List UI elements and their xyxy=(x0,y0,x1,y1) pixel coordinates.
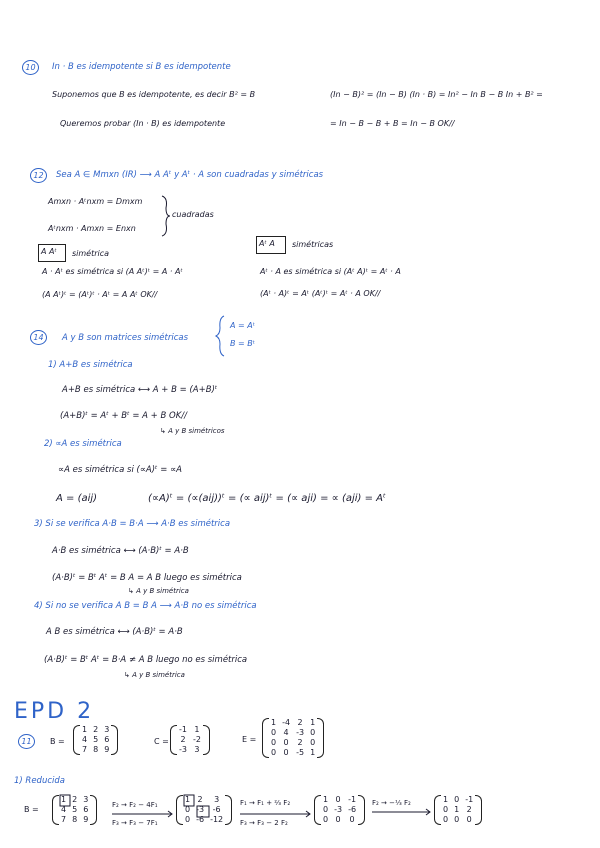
reduced-title: 1) Reducida xyxy=(14,776,65,786)
matrix-cell: 1 xyxy=(323,795,329,804)
matrix-cell: 0 xyxy=(454,815,460,824)
ex12-box-right-text: Aᵗ A xyxy=(259,239,275,248)
ex14-part3-line2: (A·B)ᵗ = Bᵗ Aᵗ = B A = A B luego es simétrica xyxy=(52,573,242,583)
ex14-brace xyxy=(216,316,224,356)
matrix-cell: 0 xyxy=(271,728,277,737)
ex10-eq2: = In − B − B + B = In − B OK// xyxy=(330,119,455,128)
matrix-cell: -3 xyxy=(179,745,187,754)
ex12-line2: Aᵗnxm · Amxn = Enxn xyxy=(48,224,136,233)
matrix-cell: 2 xyxy=(466,805,472,814)
matrix-cell: 3 xyxy=(214,795,220,804)
matrix-cell: 4 xyxy=(82,735,88,744)
matrix-cell: 0 xyxy=(283,748,289,757)
matrix-cell: 2 xyxy=(93,725,99,734)
matrix-cell: 1 xyxy=(310,748,316,757)
matrix-B-label: B = xyxy=(50,737,65,746)
ex14-part4-line2: (A·B)ᵗ = Bᵗ Aᵗ = B·A ≠ A B luego no es simétrica xyxy=(44,655,248,665)
matrix-cell: 0 xyxy=(443,815,449,824)
ex14-part1-line2: (A+B)ᵗ = Aᵗ + Bᵗ = A + B OK// xyxy=(60,411,188,421)
matrix-cell: 2 xyxy=(297,718,303,727)
matrix-cell: 9 xyxy=(104,745,110,754)
matrix-cell: 1 xyxy=(61,795,67,804)
matrix-cell: 1 xyxy=(82,725,88,734)
matrix-cell: 1 xyxy=(310,718,316,727)
reduction-op2a: F₁ → F₁ + ⅔ F₂ xyxy=(240,799,291,807)
matrix-cell: 0 xyxy=(323,805,329,814)
matrix-E-label: E = xyxy=(242,735,257,744)
matrix-cell: 6 xyxy=(104,735,110,744)
reduction-B-label: B = xyxy=(24,805,39,814)
matrix-cell: 0 xyxy=(443,805,449,814)
matrix-C-label: C = xyxy=(154,737,169,746)
matrix-cell: 0 xyxy=(310,738,316,747)
section-title-epd2: EPD 2 xyxy=(14,699,95,724)
ex14-part2-title: 2) ∝A es simétrica xyxy=(44,439,122,449)
matrix-cell: 5 xyxy=(93,735,99,744)
matrix-cell: -6 xyxy=(196,815,205,824)
matrix-cell: -12 xyxy=(210,815,224,824)
matrix-cell: 7 xyxy=(61,815,67,824)
matrix-cell: 0 xyxy=(283,738,289,747)
matrix-cell: 1 xyxy=(185,795,191,804)
matrix-cell: 0 xyxy=(185,815,191,824)
ex14-part2-line2b: (∝A)ᵗ = (∝(aij))ᵗ = (∝ aij)ᵗ = (∝ aji) = ∝ (aji) = Aᵗ xyxy=(148,493,386,504)
ex10-statement: In · B es idempotente si B es idempotente xyxy=(52,62,231,72)
ex12-line1: Amxn · Aᵗnxm = Dmxm xyxy=(48,197,143,206)
matrix-cell: -6 xyxy=(348,805,357,814)
reduction-op1b: F₃ → F₃ − 7F₁ xyxy=(112,819,158,827)
ex14-part4-title: 4) Si no se verifica A B = B A ⟶ A·B no es simétrica xyxy=(34,601,257,611)
matrix-cell: -2 xyxy=(192,735,201,744)
matrix-cell: 3 xyxy=(194,745,200,754)
ex14-part3-title: 3) Si se verifica A·B = B·A ⟶ A·B es simétrica xyxy=(34,519,231,529)
ex14-part1-note: ↳ A y B simétricos xyxy=(160,427,225,435)
matrix-cell: -1 xyxy=(348,795,357,804)
ex14-part1-line1: A+B es simétrica ⟷ A + B = (A+B)ᵗ xyxy=(62,385,218,395)
matrix-cell: 0 xyxy=(335,815,341,824)
ex14-part1-title: 1) A+B es simétrica xyxy=(48,360,133,370)
ex12-statement: Sea A ∈ Mmxn (IR) ⟶ A Aᵗ y Aᵗ · A son cuadradas y simétricas xyxy=(56,170,324,180)
matrix-cell: 2 xyxy=(297,738,303,747)
ex10-suppose: Suponemos que B es idempotente, es decir B² = B xyxy=(52,90,256,99)
exercise-number-14: 14 xyxy=(30,330,47,345)
reduction-op1a: F₂ → F₂ − 4F₁ xyxy=(112,801,158,809)
matrix-cell: -3 xyxy=(334,805,343,814)
matrix-cell: 5 xyxy=(72,805,78,814)
pivot-box-0 xyxy=(60,795,70,806)
ex14-part4-line1: A B es simétrica ⟷ (A·B)ᵗ = A·B xyxy=(46,627,183,637)
reduction-arrow-2 xyxy=(240,811,310,817)
reduction-arrow-1 xyxy=(112,811,172,817)
matrix-cell: -3 xyxy=(296,728,305,737)
matrix-cell: 1 xyxy=(454,805,460,814)
matrix-cell: 1 xyxy=(194,725,200,734)
pivot-box-1 xyxy=(184,795,194,806)
exercise-number-11: 11 xyxy=(18,734,35,749)
matrix-cell: 4 xyxy=(283,728,289,737)
matrix-cell: 0 xyxy=(349,815,355,824)
matrix-cell: 7 xyxy=(82,745,88,754)
ex10-eq1: (In − B)² = (In − B) (In · B) = In² − In B − B In + B² = xyxy=(330,90,543,99)
matrix-cell: -5 xyxy=(296,748,305,757)
matrix-cell: 3 xyxy=(83,795,89,804)
matrix-cell: 0 xyxy=(310,728,316,737)
ex12-box-left-text: A Aᵗ xyxy=(41,247,57,256)
reduction-op3: F₂ → −⅓ F₂ xyxy=(372,799,411,807)
matrix-cell: 0 xyxy=(323,815,329,824)
matrix-cell: 3 xyxy=(104,725,110,734)
matrix-cell: 2 xyxy=(180,735,186,744)
matrix-cell: -3 xyxy=(196,805,205,814)
ex10-want: Queremos probar (In · B) es idempotente xyxy=(60,119,226,128)
matrix-cell: 0 xyxy=(454,795,460,804)
matrix-cell: 1 xyxy=(443,795,449,804)
ex12-brace xyxy=(162,196,170,236)
matrix-cell: -4 xyxy=(282,718,291,727)
matrix-cell: 0 xyxy=(335,795,341,804)
exercise-number-12: 12 xyxy=(30,168,47,183)
matrix-cell: 2 xyxy=(72,795,78,804)
ex12-right-line1: Aᵗ · A es simétrica si (Aᵗ A)ᵗ = Aᵗ · A xyxy=(260,267,401,276)
ex14-statement: A y B son matrices simétricas xyxy=(62,333,189,343)
ex14-part2-line2a: A = (aij) xyxy=(56,493,98,504)
matrix-cell: 1 xyxy=(271,718,277,727)
matrix-cell: -6 xyxy=(212,805,221,814)
pivot-box-2 xyxy=(197,806,209,817)
ex14-cond2: B = Bᵗ xyxy=(230,339,256,348)
matrix-cell: 0 xyxy=(271,748,277,757)
matrix-cell: 2 xyxy=(197,795,203,804)
matrix-cell: 9 xyxy=(83,815,89,824)
matrix-cell: 0 xyxy=(271,738,277,747)
ex14-part3-note: ↳ A y B simétrica xyxy=(128,587,189,595)
exercise-number-10: 10 xyxy=(22,60,39,75)
matrix-cell: -1 xyxy=(465,795,474,804)
ex14-part3-line1: A·B es simétrica ⟷ (A·B)ᵗ = A·B xyxy=(52,546,189,556)
ex12-box-left-label: simétrica xyxy=(72,249,110,258)
ex14-part2-line1: ∝A es simétrica si (∝A)ᵗ = ∝A xyxy=(58,465,182,475)
reduction-arrow-3 xyxy=(372,809,430,815)
matrix-cell: 8 xyxy=(93,745,99,754)
matrix-cell: 6 xyxy=(83,805,89,814)
matrix-cell: -1 xyxy=(179,725,187,734)
ex12-right-line2: (Aᵗ · A)ᵗ = Aᵗ (Aᵗ)ᵗ = Aᵗ · A OK// xyxy=(260,289,381,298)
matrix-cell: 8 xyxy=(72,815,78,824)
ex12-box-right-label: simétricas xyxy=(292,240,334,249)
ex12-brace-label: cuadradas xyxy=(172,210,214,219)
ex12-left-line1: A · Aᵗ es simétrica si (A Aᵗ)ᵗ = A · Aᵗ xyxy=(42,267,183,276)
ex14-cond1: A = Aᵗ xyxy=(230,321,256,330)
ex14-part4-note: ↳ A y B simétrica xyxy=(124,671,185,679)
matrix-cell: 0 xyxy=(466,815,472,824)
matrix-cell: 4 xyxy=(61,805,67,814)
ex12-left-line2: (A Aᵗ)ᵗ = (Aᵗ)ᵗ · Aᵗ = A Aᵗ OK// xyxy=(42,290,158,299)
reduction-op2b: F₃ → F₃ − 2 F₂ xyxy=(240,819,288,827)
matrix-cell: 0 xyxy=(185,805,191,814)
